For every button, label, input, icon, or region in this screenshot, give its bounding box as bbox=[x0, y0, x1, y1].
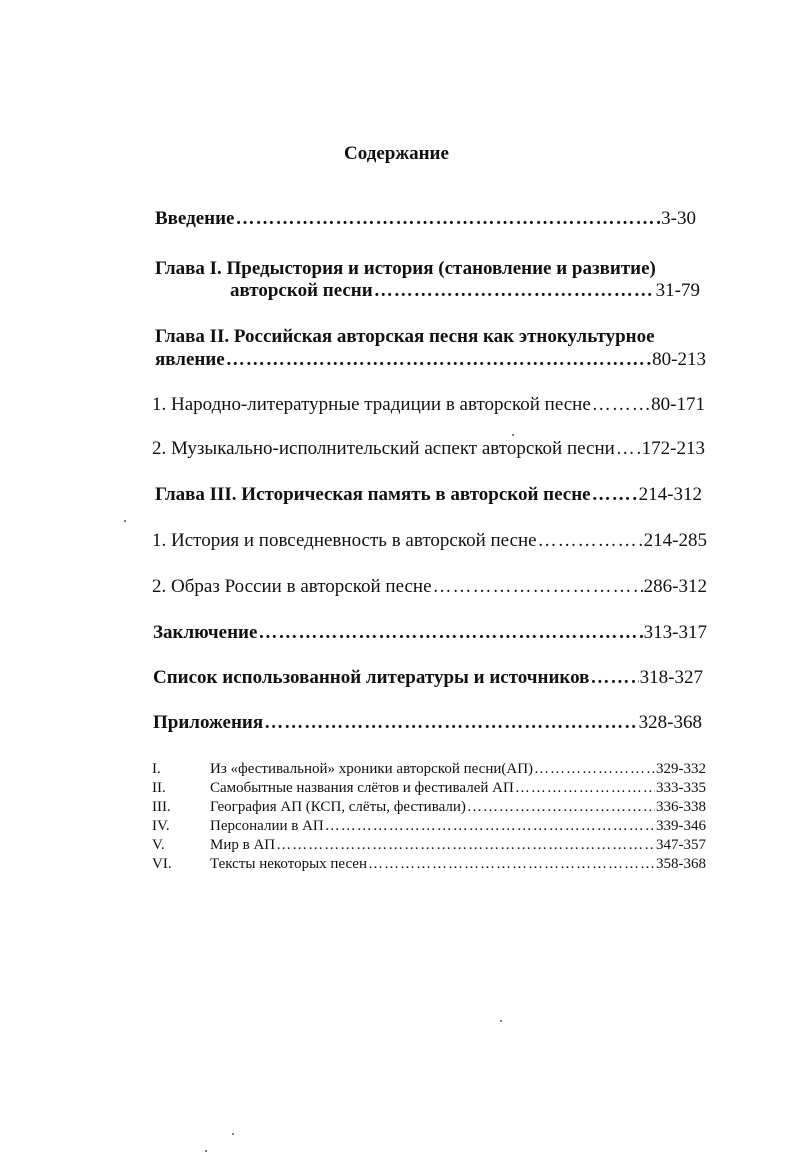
leader-dots bbox=[368, 855, 655, 873]
appendix-pages: 339-346 bbox=[656, 818, 706, 834]
page-title: Содержание bbox=[344, 143, 449, 164]
leader-dots bbox=[433, 576, 643, 598]
appendix-label: География АП (КСП, слёты, фестивали) bbox=[210, 799, 466, 815]
appendix-number: II. bbox=[152, 780, 166, 796]
entry-label: 2. Музыкально-исполнительский аспект авторской песни bbox=[152, 438, 615, 459]
entry-pages: 172-213 bbox=[641, 438, 705, 459]
entry-label: явление bbox=[155, 349, 225, 370]
appendix-pages: 333-335 bbox=[656, 780, 706, 796]
toc-entry-ch3-sec1 bbox=[152, 530, 707, 552]
leader-dots bbox=[538, 530, 643, 552]
leader-dots bbox=[264, 712, 638, 734]
entry-pages: 80-213 bbox=[652, 349, 706, 370]
scan-speck bbox=[232, 1133, 234, 1135]
leader-dots bbox=[467, 798, 655, 816]
leader-dots bbox=[590, 667, 638, 689]
leader-dots bbox=[325, 817, 655, 835]
entry-pages: 318-327 bbox=[639, 667, 703, 688]
appendix-list bbox=[152, 760, 706, 880]
entry-label: авторской песни bbox=[230, 280, 373, 301]
toc-entry-ch1-line1: Глава I. Предыстория и история (становление и развитие) bbox=[155, 258, 656, 279]
entry-pages: 214-285 bbox=[643, 530, 707, 551]
toc-entry-ch1-line2 bbox=[230, 280, 700, 302]
appendix-number: VI. bbox=[152, 856, 172, 872]
entry-pages: 3-30 bbox=[661, 208, 696, 229]
appendix-pages: 358-368 bbox=[656, 856, 706, 872]
entry-pages: 286-312 bbox=[643, 576, 707, 597]
entry-label: Список использованной литературы и источников bbox=[153, 667, 590, 688]
appendix-number: IV. bbox=[152, 818, 170, 834]
entry-label: Глава III. Историческая память в авторской песне bbox=[155, 484, 591, 505]
entry-pages: 328-368 bbox=[638, 712, 702, 733]
leader-dots bbox=[616, 438, 641, 460]
appendix-label: Самобытные названия слётов и фестивалей АП bbox=[210, 780, 514, 796]
appendix-pages: 336-338 bbox=[656, 799, 706, 815]
toc-entry-ch2-line1: Глава II. Российская авторская песня как этнокультурное bbox=[155, 326, 655, 347]
appendix-label: Тексты некоторых песен bbox=[210, 856, 367, 872]
entry-label: 2. Образ России в авторской песне bbox=[152, 576, 432, 597]
entry-pages: 31-79 bbox=[655, 280, 700, 301]
entry-pages: 214-312 bbox=[638, 484, 702, 505]
leader-dots bbox=[226, 349, 651, 371]
leader-dots bbox=[374, 280, 655, 302]
entry-label: Приложения bbox=[153, 712, 264, 733]
appendix-label: Мир в АП bbox=[210, 837, 276, 853]
appendix-number: I. bbox=[152, 761, 161, 777]
leader-dots bbox=[534, 760, 655, 778]
appendix-number: III. bbox=[152, 799, 171, 815]
appendix-label: Персоналии в АП bbox=[210, 818, 324, 834]
leader-dots bbox=[276, 836, 655, 854]
leader-dots bbox=[236, 208, 661, 230]
scan-speck bbox=[500, 1020, 502, 1022]
leader-dots bbox=[592, 484, 638, 506]
appendix-pages: 347-357 bbox=[656, 837, 706, 853]
toc-entry-references bbox=[153, 667, 703, 689]
leader-dots bbox=[592, 394, 650, 416]
toc-entry-ch2-sec2 bbox=[152, 438, 705, 460]
scan-speck bbox=[205, 1150, 207, 1152]
entry-pages: 80-171 bbox=[651, 394, 705, 415]
toc-entry-appendices bbox=[153, 712, 702, 734]
appendix-pages: 329-332 bbox=[656, 761, 706, 777]
appendix-number: V. bbox=[152, 837, 165, 853]
toc-entry-intro bbox=[155, 208, 696, 230]
appendix-label: Из «фестивальной» хроники авторской песни(АП) bbox=[210, 761, 534, 777]
entry-pages: 313-317 bbox=[643, 622, 707, 643]
scan-speck bbox=[512, 434, 514, 436]
entry-label: Заключение bbox=[153, 622, 258, 643]
toc-entry-conclusion bbox=[153, 622, 707, 644]
toc-entry-ch3 bbox=[155, 484, 702, 506]
toc-entry-ch2-sec1 bbox=[152, 394, 705, 416]
entry-label: 1. История и повседневность в авторской песне bbox=[152, 530, 537, 551]
toc-entry-ch3-sec2 bbox=[152, 576, 707, 598]
leader-dots bbox=[515, 779, 655, 797]
toc-entry-ch2-line2 bbox=[155, 349, 706, 371]
entry-label: 1. Народно-литературные традиции в авторской песне bbox=[152, 394, 591, 415]
scan-speck bbox=[124, 520, 126, 522]
leader-dots bbox=[258, 622, 642, 644]
entry-label: Введение bbox=[155, 208, 235, 229]
